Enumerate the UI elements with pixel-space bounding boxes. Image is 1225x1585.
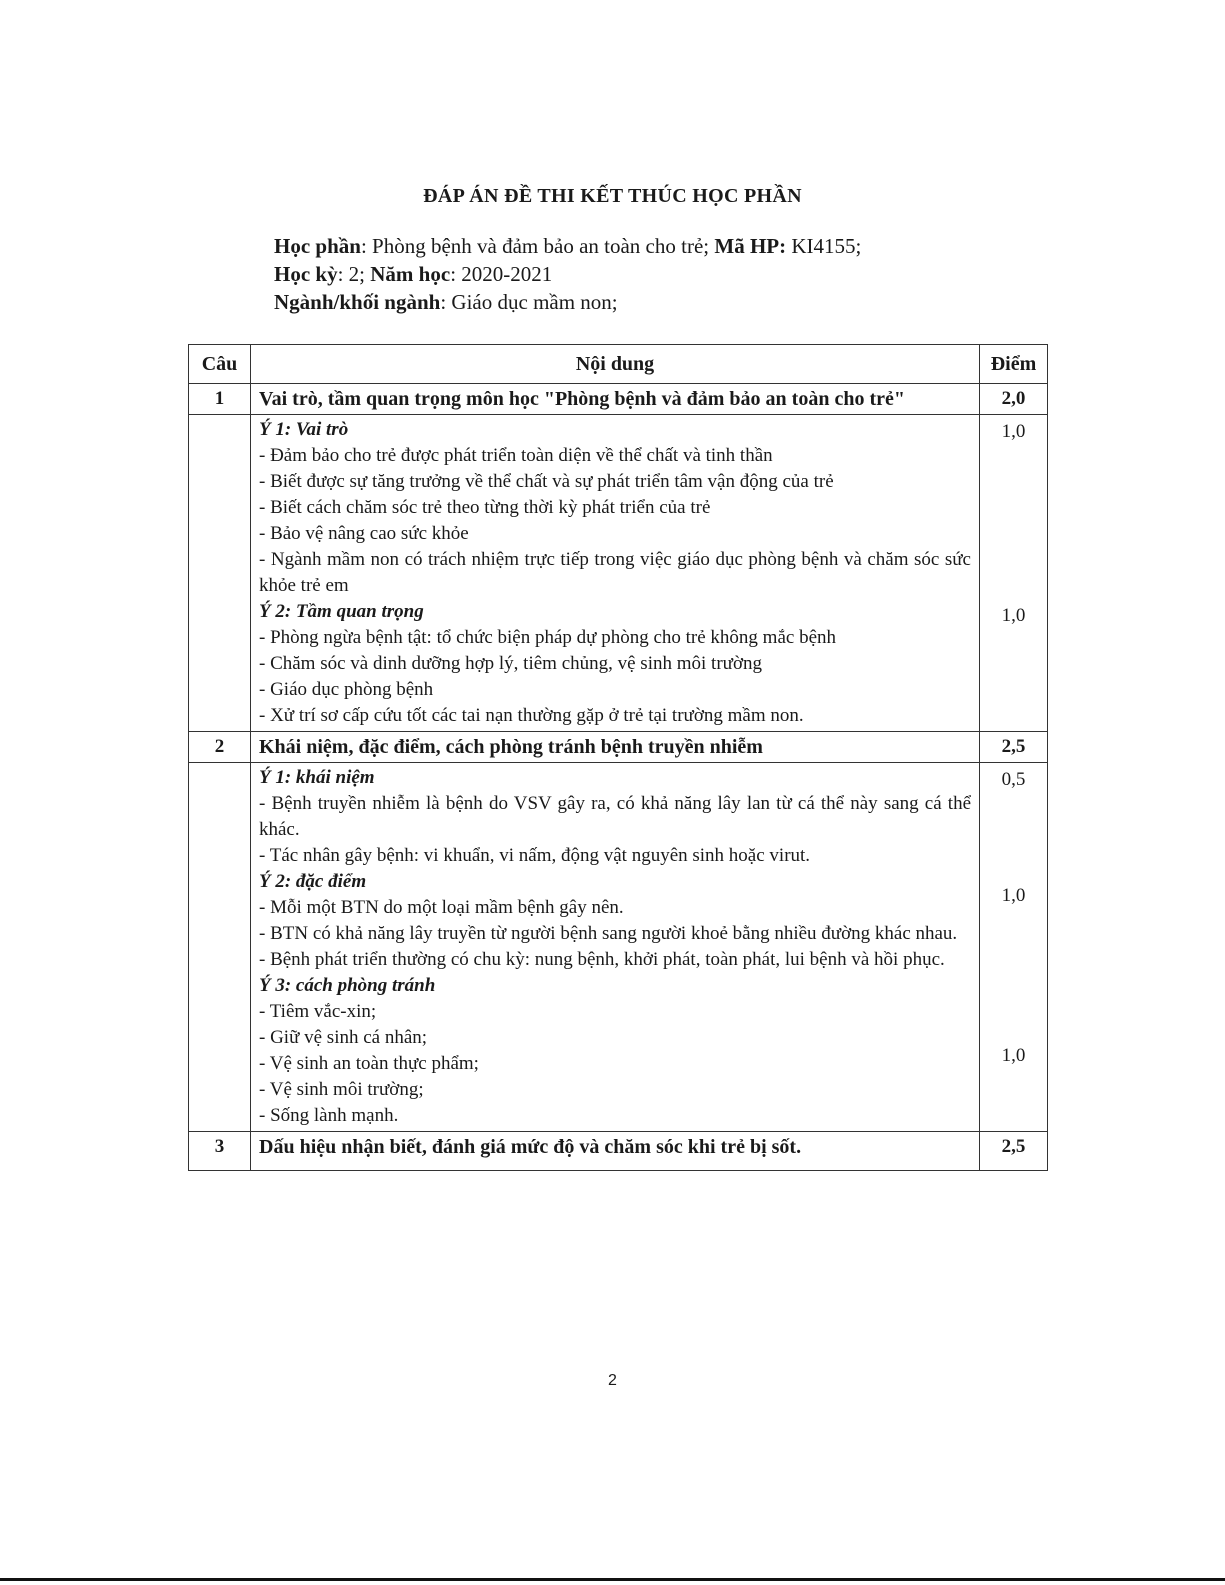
question-title: Dấu hiệu nhận biết, đánh giá mức độ và chăm sóc khi trẻ bị sốt. [251, 1132, 980, 1171]
answer-content [251, 763, 980, 1132]
list-item: - Phòng ngừa bệnh tật: tổ chức biện pháp dự phòng cho trẻ không mắc bệnh [259, 627, 837, 648]
list-item: - Giữ vệ sinh cá nhân; [259, 1027, 428, 1048]
list-item: - Bệnh phát triển thường có chu kỳ: nung bệnh, khởi phát, toàn phát, lui bệnh và hồi phục. [259, 949, 945, 970]
header-score: Điểm [980, 345, 1048, 384]
list-item: - Đảm bảo cho trẻ được phát triển toàn diện về thể chất và tinh thần [259, 445, 773, 466]
list-item: - Biết cách chăm sóc trẻ theo từng thời kỳ phát triển của trẻ [259, 497, 711, 518]
course-label: Học phần [274, 234, 361, 258]
course-code-label: Mã HP: [714, 234, 787, 258]
empty-cell [189, 763, 251, 1132]
major-label: Ngành/khối ngành [274, 290, 441, 314]
answer-row-2 [189, 763, 1048, 1132]
question-row-2 [189, 732, 1048, 763]
question-score: 2,5 [980, 732, 1048, 763]
sub-scores [980, 763, 1048, 1132]
list-item: - Tiêm vắc-xin; [259, 1001, 377, 1022]
question-number: 2 [189, 732, 251, 763]
question-score: 2,0 [980, 384, 1048, 415]
sub-title: Ý 1: khái niệm [259, 767, 375, 788]
list-item: - Ngành mầm non có trách nhiệm trực tiếp trong việc giáo dục phòng bệnh và chăm sóc sức khỏe trẻ em [259, 549, 971, 596]
course-value: : Phòng bệnh và đảm bảo an toàn cho trẻ; [360, 234, 715, 258]
list-item: - Biết được sự tăng trưởng về thể chất và sự phát triển tâm vận động của trẻ [259, 471, 834, 492]
list-item: - Vệ sinh an toàn thực phẩm; [259, 1053, 479, 1074]
list-item: - Chăm sóc và dinh dưỡng hợp lý, tiêm chủng, vệ sinh môi trường [259, 653, 762, 674]
course-line [274, 232, 861, 260]
sub-score: 1,0 [1001, 421, 1026, 442]
sub-score: 1,0 [1001, 885, 1026, 906]
answer-row-1 [189, 415, 1048, 732]
list-item: - Bảo vệ nâng cao sức khỏe [259, 523, 469, 544]
sub-score: 0,5 [1001, 769, 1026, 790]
term-line [274, 260, 861, 288]
year-value: : 2020-2021 [450, 262, 553, 286]
question-title: Khái niệm, đặc điểm, cách phòng tránh bệnh truyền nhiễm [251, 732, 980, 763]
header-question: Câu [189, 345, 251, 384]
sub-score: 1,0 [1001, 605, 1026, 626]
sub-title: Ý 3: cách phòng tránh [259, 975, 436, 996]
sub-score: 1,0 [1001, 1045, 1026, 1066]
page-title: ĐÁP ÁN ĐỀ THI KẾT THÚC HỌC PHẦN [423, 185, 802, 207]
question-score: 2,5 [980, 1132, 1048, 1171]
sub-title: Ý 1: Vai trò [259, 419, 349, 440]
list-item: - Xử trí sơ cấp cứu tốt các tai nạn thường gặp ở trẻ tại trường mầm non. [259, 705, 804, 726]
year-label: Năm học [370, 262, 451, 286]
question-number: 3 [189, 1132, 251, 1171]
sub-scores [980, 415, 1048, 732]
course-code-value: KI4155; [786, 234, 862, 258]
list-item: - Vệ sinh môi trường; [259, 1079, 424, 1100]
list-item: - Mỗi một BTN do một loại mầm bệnh gây nên. [259, 897, 624, 918]
question-number: 1 [189, 384, 251, 415]
sub-title: Ý 2: Tầm quan trọng [259, 601, 424, 622]
table-header-row [189, 345, 1048, 384]
term-label: Học kỳ [274, 262, 338, 286]
exam-meta [274, 232, 861, 316]
page-number: 2 [608, 1372, 617, 1389]
term-value: : 2; [337, 262, 371, 286]
header-content: Nội dung [251, 345, 980, 384]
question-row-1 [189, 384, 1048, 415]
major-value: : Giáo dục mầm non; [440, 290, 618, 314]
empty-cell [189, 415, 251, 732]
list-item: - Giáo dục phòng bệnh [259, 679, 434, 700]
answer-content [251, 415, 980, 732]
major-line [274, 288, 861, 316]
list-item: - Tác nhân gây bệnh: vi khuẩn, vi nấm, động vật nguyên sinh hoặc virut. [259, 845, 811, 866]
sub-title: Ý 2: đặc điểm [259, 871, 367, 892]
question-row-3 [189, 1132, 1048, 1171]
list-item: - BTN có khả năng lây truyền từ người bệnh sang người khoẻ bằng nhiều đường khác nhau. [259, 923, 958, 944]
list-item: - Bệnh truyền nhiễm là bệnh do VSV gây ra, có khả năng lây lan từ cá thể này sang cá thể khác. [259, 793, 971, 840]
question-title: Vai trò, tầm quan trọng môn học "Phòng bệnh và đảm bảo an toàn cho trẻ" [251, 384, 980, 415]
bottom-divider [0, 1578, 1225, 1581]
list-item: - Sống lành mạnh. [259, 1105, 399, 1126]
answer-table [188, 344, 1048, 1171]
